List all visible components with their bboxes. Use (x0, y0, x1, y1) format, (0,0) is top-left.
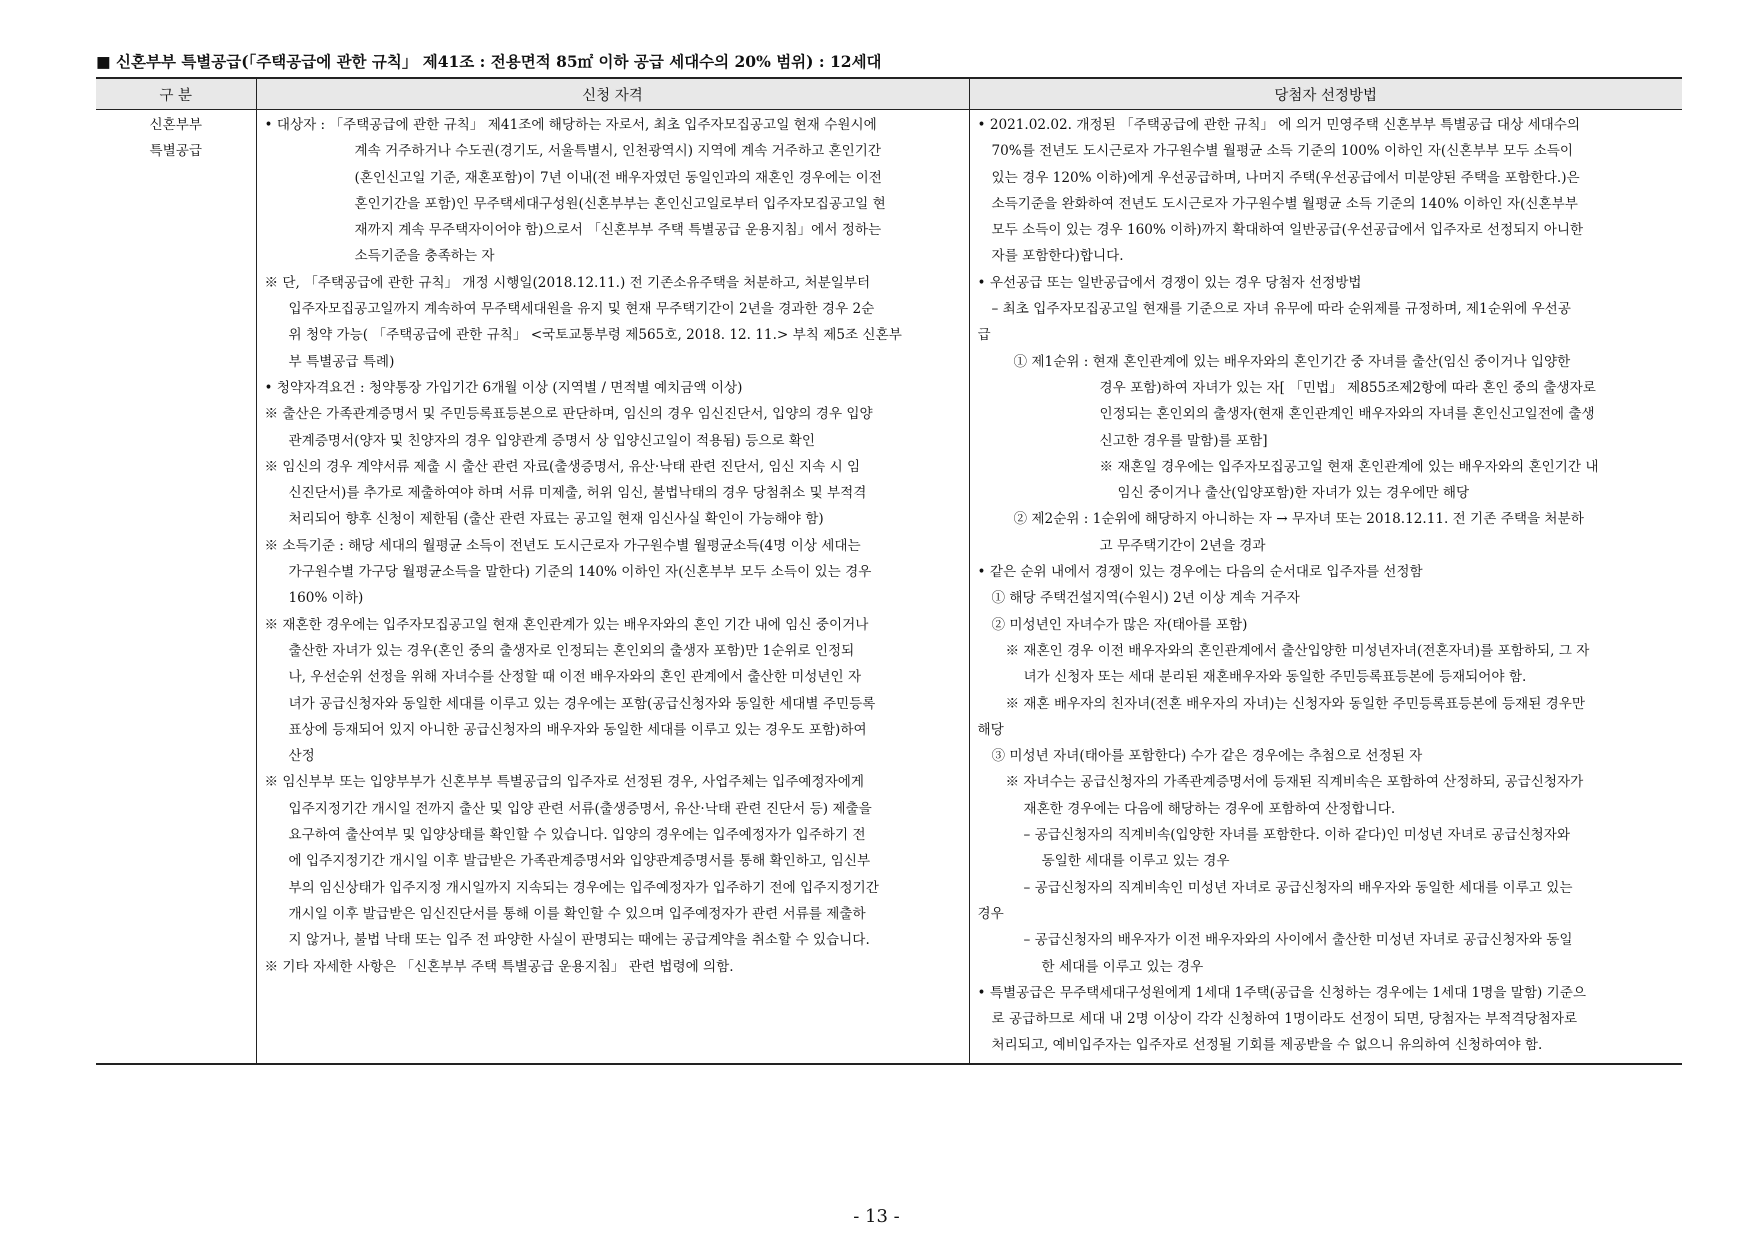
table-row (96, 110, 1682, 1064)
text-line: 소득기준을 충족하는 자 (354, 248, 495, 265)
text-line: 한 세대를 이루고 있는 경우 (1041, 958, 1204, 975)
text-line: 신고한 경우를 말함)를 포함] (1099, 432, 1268, 449)
category-line: 신혼부부 (149, 117, 203, 133)
category-cell (96, 110, 256, 1064)
text-line: 해당 (977, 721, 1004, 738)
text-line: ② 미성년인 자녀수가 많은 자(태아를 포함) (991, 616, 1248, 633)
text-line: 부 특별공급 특례) (288, 353, 395, 370)
text-line: – 공급신청자의 직계비속(입양한 자녀를 포함한다. 이하 같다)인 미성년 자녀로 공급신청자와 (1023, 827, 1570, 844)
text-line: ③ 미성년 자녀(태아를 포함한다) 수가 같은 경우에는 추첨으로 선정된 자 (991, 748, 1423, 765)
category-line: 특별공급 (149, 143, 203, 160)
text-line: 혼인기간을 포함)인 무주택세대구성원(신혼부부는 혼인신고일로부터 입주자모집공고일 현 (354, 195, 886, 212)
text-line: • 우선공급 또는 일반공급에서 경쟁이 있는 경우 당첨자 선정방법 (977, 274, 1362, 291)
text-line: 산정 (288, 748, 315, 765)
text-line: ※ 재혼한 경우에는 입주자모집공고일 현재 혼인관계가 있는 배우자와의 혼인 기간 내에 임신 중이거나 (264, 616, 869, 633)
text-line: 요구하여 출산여부 및 입양상태를 확인할 수 있습니다. 입양의 경우에는 입주예정자가 입주하기 전 (288, 827, 866, 844)
text-line: • 대상자 : 「주택공급에 관한 규칙」 제41조에 해당하는 자로서, 최초 입주자모집공고일 현재 수원시에 (264, 117, 877, 133)
text-line: 입주지정기간 개시일 전까지 출산 및 입양 관련 서류(출생증명서, 유산·낙태 관련 진단서 등) 제출을 (288, 800, 872, 817)
section-title: ■ 신혼부부 특별공급(「주택공급에 관한 규칙」 제41조 : 전용면적 85㎡ 이하 공급 세대수의 20% 범위) : 12세대 (96, 52, 882, 71)
text-line: 위 청약 가능( 「주택공급에 관한 규칙」 <국토교통부령 제565호, 2018. 12. 11.> 부칙 제5조 신혼부 (288, 327, 902, 344)
text-line: 신진단서)를 추가로 제출하여야 하며 서류 미제출, 허위 임신, 불법낙태의 경우 당첨취소 및 부적격 (288, 485, 867, 502)
text-line: 임신 중이거나 출산(입양포함)한 자녀가 있는 경우에만 해당 (1117, 485, 1470, 502)
text-line: • 특별공급은 무주택세대구성원에게 1세대 1주택(공급을 신청하는 경우에는 1세대 1명을 말함) 기준으 (977, 984, 1587, 1001)
text-line: ① 해당 주택건설지역(수원시) 2년 이상 계속 거주자 (991, 590, 1300, 607)
text-line: 관계증명서(양자 및 친양자의 경우 입양관계 증명서 상 입양신고일이 적용됨) 등으로 확인 (288, 432, 816, 449)
text-line: 160% 이하) (288, 590, 364, 607)
text-line: 동일한 세대를 이루고 있는 경우 (1041, 853, 1230, 870)
text-line: ※ 기타 자세한 사항은 「신혼부부 주택 특별공급 운용지침」 관련 법령에 의함. (264, 958, 734, 975)
text-line: 계속 거주하거나 수도권(경기도, 서울특별시, 인천광역시) 지역에 계속 거주하고 혼인기간 (354, 143, 882, 160)
text-line: 소득기준을 완화하여 전년도 도시근로자 가구원수별 월평균 소득 기준의 140% 이하인 자(신혼부부 (991, 195, 1578, 212)
text-line: 가구원수별 가구당 월평균소득을 말한다) 기준의 140% 이하인 자(신혼부부 모두 소득이 있는 경우 (288, 564, 872, 581)
supply-table (96, 77, 1682, 1065)
text-line: 에 입주지정기간 개시일 이후 발급받은 가족관계증명서와 입양관계증명서를 통해 확인하고, 임신부 (288, 853, 871, 870)
text-line: • 2021.02.02. 개정된 「주택공급에 관한 규칙」 에 의거 민영주택 신혼부부 특별공급 대상 세대수의 (977, 117, 1581, 133)
text-line: 70%를 전년도 도시근로자 가구원수별 월평균 소득 기준의 100% 이하인 자(신혼부부 모두 소득이 (991, 143, 1574, 160)
text-line: 고 무주택기간이 2년을 경과 (1099, 537, 1266, 554)
text-line: • 청약자격요건 : 청약통장 가입기간 6개월 이상 (지역별 / 면적별 예치금액 이상) (264, 379, 743, 396)
text-line: 나, 우선순위 선정을 위해 자녀수를 산정할 때 이전 배우자와의 혼인 관계에서 출산한 미성년인 자 (288, 669, 862, 686)
text-line: ① 제1순위 : 현재 혼인관계에 있는 배우자와의 혼인기간 중 자녀를 출산(임신 중이거나 입양한 (1013, 353, 1571, 370)
text-line: 급 (977, 327, 991, 344)
text-line: – 공급신청자의 배우자가 이전 배우자와의 사이에서 출산한 미성년 자녀로 공급신청자와 동일 (1023, 932, 1573, 949)
text-line: 입주자모집공고일까지 계속하여 무주택세대원을 유지 및 현재 무주택기간이 2년을 경과한 경우 2순 (288, 301, 875, 318)
text-line: 녀가 공급신청자와 동일한 세대를 이루고 있는 경우에는 포함(공급신청자와 동일한 세대별 주민등록 (288, 695, 876, 712)
text-line: 녀가 신청자 또는 세대 분리된 재혼배우자와 동일한 주민등록표등본에 등재되어야 함. (1023, 669, 1527, 686)
text-line: 모두 소득이 있는 경우 160% 이하)까지 확대하여 일반공급(우선공급에서 입주자로 선정되지 아니한 (991, 222, 1584, 239)
selection-cell (969, 110, 1682, 1064)
text-line: ※ 소득기준 : 해당 세대의 월평균 소득이 전년도 도시근로자 가구원수별 월평균소득(4명 이상 세대는 (264, 537, 861, 554)
text-line: 출산한 자녀가 있는 경우(혼인 중의 출생자로 인정되는 혼인외의 출생자 포함)만 1순위로 인정되 (288, 642, 855, 659)
text-line: 경우 포함)하여 자녀가 있는 자[ 「민법」 제855조제2항에 따라 혼인 중의 출생자로 (1099, 379, 1596, 396)
qualification-cell (256, 110, 969, 1064)
text-line: 처리되고, 예비입주자는 입주자로 선정될 기회를 제공받을 수 없으니 유의하여 신청하여야 함. (991, 1037, 1543, 1054)
text-line: ② 제2순위 : 1순위에 해당하지 아니하는 자 → 무자녀 또는 2018.12.11. 전 기존 주택을 처분하 (1013, 511, 1584, 528)
text-line: (혼인신고일 기준, 재혼포함)이 7년 이내(전 배우자였던 동일인과의 재혼인 경우에는 이전 (354, 169, 882, 186)
header-selection: 당첨자 선정방법 (969, 78, 1682, 110)
text-line: 재혼한 경우에는 다음에 해당하는 경우에 포함하여 산정합니다. (1023, 800, 1396, 817)
text-line: ※ 자녀수는 공급신청자의 가족관계증명서에 등재된 직계비속은 포함하여 산정하되, 공급신청자가 (1005, 774, 1584, 791)
text-line: 인정되는 혼인외의 출생자(현재 혼인관계인 배우자와의 자녀를 혼인신고일전에 출생 (1099, 406, 1595, 423)
text-line: 로 공급하므로 세대 내 2명 이상이 각각 신청하여 1명이라도 선정이 되면, 당첨자는 부적격당첨자로 (991, 1011, 1578, 1028)
header-qualification: 신청 자격 (256, 78, 969, 110)
text-line: 있는 경우 120% 이하)에게 우선공급하며, 나머지 주택(우선공급에서 미분양된 주택을 포함한다.)은 (991, 169, 1580, 186)
text-line: 재까지 계속 무주택자이어야 함)으로서 「신혼부부 주택 특별공급 운용지침」에서 정하는 (354, 222, 882, 239)
text-line: – 최초 입주자모집공고일 현재를 기준으로 자녀 유무에 따라 순위제를 규정하며, 제1순위에 우선공 (991, 301, 1571, 318)
text-line: ※ 재혼 배우자의 친자녀(전혼 배우자의 자녀)는 신청자와 동일한 주민등록표등본에 등재된 경우만 (1005, 695, 1586, 712)
text-line: ※ 재혼인 경우 이전 배우자와의 혼인관계에서 출산입양한 미성년자녀(전혼자녀)를 포함하되, 그 자 (1005, 642, 1590, 659)
text-line: 자를 포함한다)합니다. (991, 248, 1124, 265)
text-line: 개시일 이후 발급받은 임신진단서를 통해 이를 확인할 수 있으며 입주예정자가 관련 서류를 제출하 (288, 905, 866, 922)
text-line: 표상에 등재되어 있지 아니한 공급신청자의 배우자와 동일한 세대를 이루고 있는 경우도 포함)하여 (288, 721, 867, 738)
text-line: 부의 임신상태가 입주지정 개시일까지 지속되는 경우에는 입주예정자가 입주하기 전에 입주지정기간 (288, 879, 879, 896)
text-line: ※ 재혼일 경우에는 입주자모집공고일 현재 혼인관계에 있는 배우자와의 혼인기간 내 (1099, 458, 1599, 475)
text-line: 지 않거나, 불법 낙태 또는 입주 전 파양한 사실이 판명되는 때에는 공급계약을 취소할 수 있습니다. (288, 932, 870, 949)
text-line: ※ 단, 「주택공급에 관한 규칙」 개정 시행일(2018.12.11.) 전 기존소유주택을 처분하고, 처분일부터 (264, 274, 871, 291)
text-line: ※ 출산은 가족관계증명서 및 주민등록표등본으로 판단하며, 임신의 경우 임신진단서, 입양의 경우 입양 (264, 406, 873, 423)
text-line: • 같은 순위 내에서 경쟁이 있는 경우에는 다음의 순서대로 입주자를 선정함 (977, 564, 1423, 581)
text-line: 처리되어 향후 신청이 제한됨 (출산 관련 자료는 공고일 현재 임신사실 확인이 가능해야 함) (288, 511, 824, 528)
text-line: – 공급신청자의 직계비속인 미성년 자녀로 공급신청자의 배우자와 동일한 세대를 이루고 있는 (1023, 879, 1573, 896)
text-line: ※ 임신의 경우 계약서류 제출 시 출산 관련 자료(출생증명서, 유산·낙태 관련 진단서, 임신 지속 시 임 (264, 458, 861, 475)
page-number: - 13 - (853, 1206, 900, 1227)
text-line: 경우 (977, 905, 1004, 922)
table-header-row (96, 78, 1682, 110)
header-category: 구 분 (96, 78, 256, 110)
text-line: ※ 임신부부 또는 입양부부가 신혼부부 특별공급의 입주자로 선정된 경우, 사업주체는 입주예정자에게 (264, 774, 865, 791)
